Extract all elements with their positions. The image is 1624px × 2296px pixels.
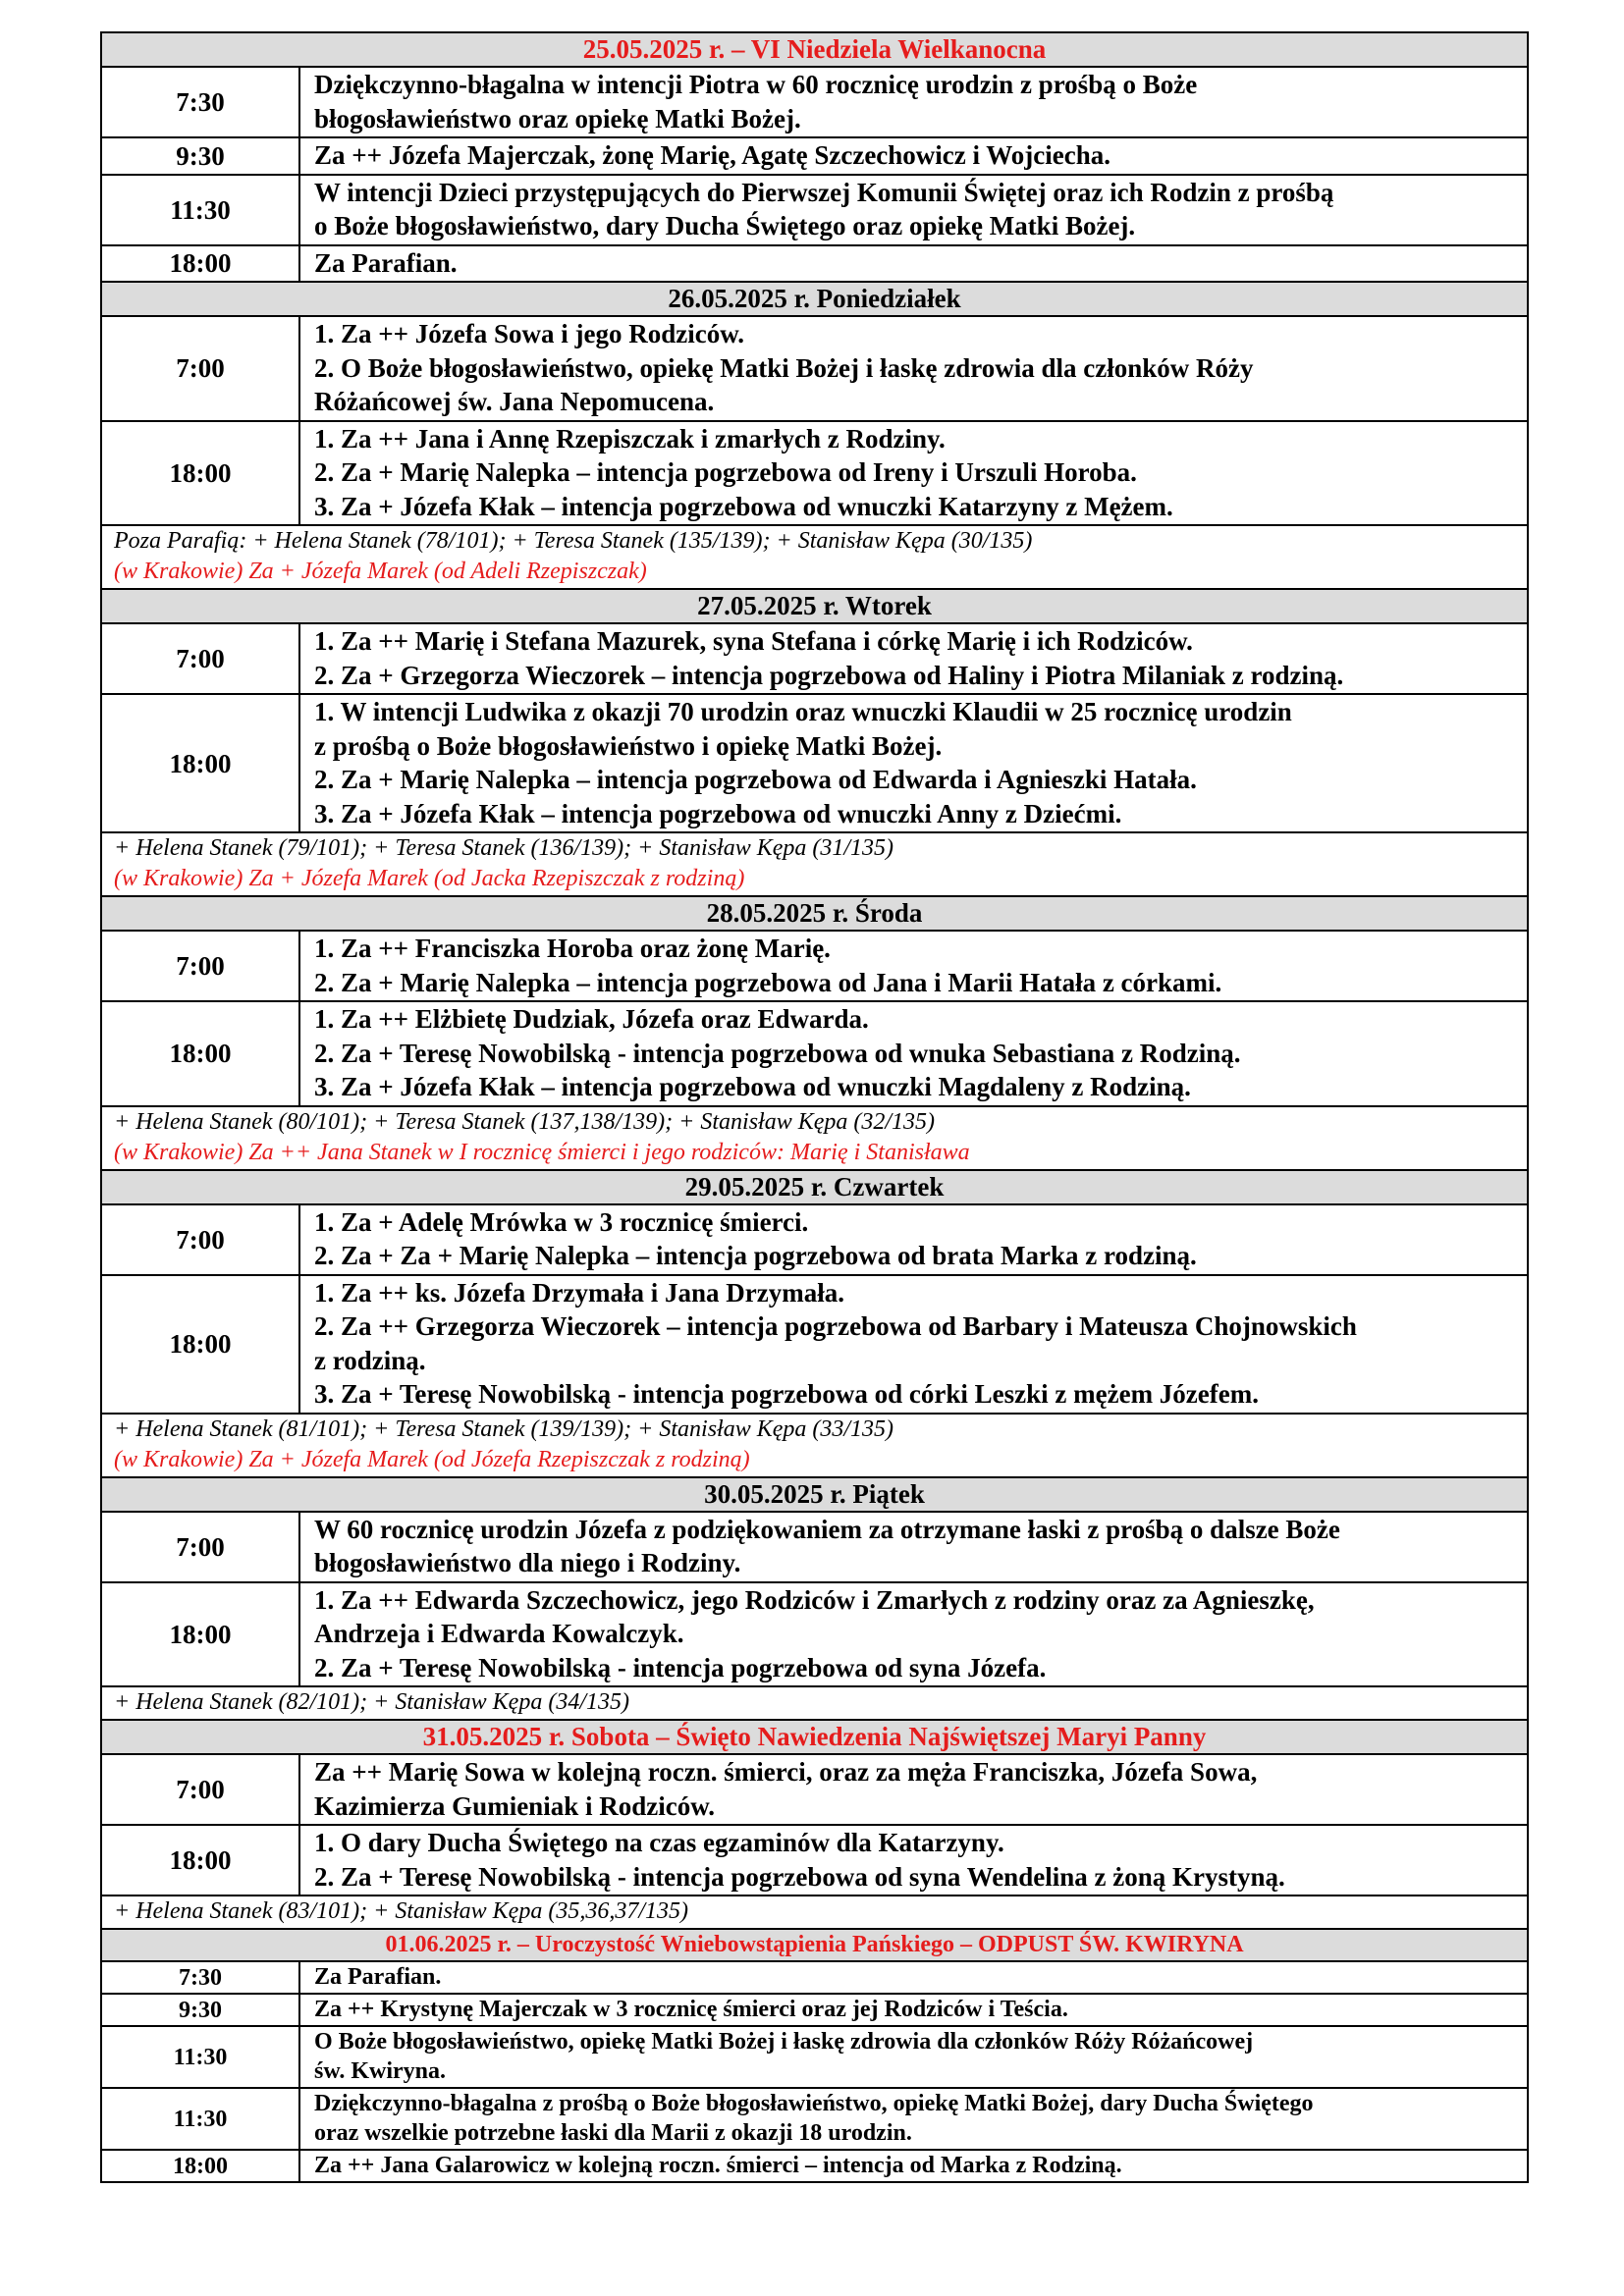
mass-time: 18:00: [101, 1001, 299, 1106]
intention-line: 2. Za + Marię Nalepka – intencja pogrzebowa od Ireny i Urszuli Horoba.: [314, 457, 1137, 487]
mass-time: 18:00: [101, 1275, 299, 1414]
notes-cell: [101, 1106, 1528, 1170]
notes-row: [101, 1106, 1528, 1170]
intention-line: 1. Za ++ Franciszka Horoba oraz żonę Marię.: [314, 934, 831, 963]
mass-time: 7:00: [101, 1754, 299, 1825]
mass-intention: [299, 1512, 1528, 1582]
day-heading: 01.06.2025 r. – Uroczystość Wniebowstąpienia Pańskiego – ODPUST ŚW. KWIRYNA: [101, 1929, 1528, 1961]
notes-cell: [101, 832, 1528, 896]
mass-row: [101, 245, 1528, 283]
intention-line: 3. Za + Józefa Kłak – intencja pogrzebowa od wnuczki Katarzyny z Mężem.: [314, 491, 1173, 521]
mass-intention: [299, 67, 1528, 137]
mass-intention: [299, 1994, 1528, 2026]
mass-row: [101, 1275, 1528, 1414]
mass-intention: [299, 931, 1528, 1001]
intention-line: Za Parafian.: [314, 1964, 442, 1990]
mass-row: [101, 1582, 1528, 1687]
intention-line: 1. Za ++ Józefa Sowa i jego Rodziców.: [314, 319, 744, 348]
day-heading-row: [101, 1929, 1528, 1961]
mass-row: [101, 694, 1528, 832]
mass-time: 11:30: [101, 2088, 299, 2150]
intention-line: 2. Za + Grzegorza Wieczorek – intencja pogrzebowa od Haliny i Piotra Milaniak z rodziną.: [314, 660, 1344, 690]
outside-parish-note: + Helena Stanek (79/101); + Teresa Stanek (136/139); + Stanisław Kępa (31/135): [114, 835, 894, 861]
intention-line: oraz wszelkie potrzebne łaski dla Marii z okazji 18 urodzin.: [314, 2120, 912, 2146]
mass-time: 7:00: [101, 1204, 299, 1275]
day-heading: 27.05.2025 r. Wtorek: [101, 589, 1528, 623]
mass-intention: [299, 1001, 1528, 1106]
mass-intention: [299, 245, 1528, 283]
outside-parish-note: + Helena Stanek (82/101); + Stanisław Kępa (34/135): [114, 1689, 629, 1715]
krakow-note: (w Krakowie) Za + Józefa Marek (od Adeli Rzepiszczak): [114, 559, 647, 584]
mass-row: [101, 2088, 1528, 2150]
day-heading-row: [101, 282, 1528, 316]
mass-row: [101, 137, 1528, 175]
day-heading-row: [101, 896, 1528, 931]
mass-intention: [299, 694, 1528, 832]
notes-cell: [101, 1896, 1528, 1929]
mass-row: [101, 421, 1528, 526]
intention-line: Andrzeja i Edwarda Kowalczyk.: [314, 1619, 684, 1648]
krakow-note: (w Krakowie) Za + Józefa Marek (od Józefa Rzepiszczak z rodziną): [114, 1446, 750, 1472]
mass-time: 18:00: [101, 694, 299, 832]
intention-line: błogosławieństwo dla niego i Rodziny.: [314, 1548, 741, 1577]
mass-intention: [299, 316, 1528, 421]
mass-time: 11:30: [101, 175, 299, 245]
day-heading-row: [101, 1720, 1528, 1754]
mass-time: 7:30: [101, 1961, 299, 1994]
mass-time: 7:30: [101, 67, 299, 137]
notes-cell: [101, 525, 1528, 589]
mass-row: [101, 1001, 1528, 1106]
intention-line: Za ++ Marię Sowa w kolejną roczn. śmierci, oraz za męża Franciszka, Józefa Sowa,: [314, 1757, 1258, 1787]
mass-intentions-table: [100, 31, 1529, 2183]
day-heading: 31.05.2025 r. Sobota – Święto Nawiedzenia Najświętszej Maryi Panny: [101, 1720, 1528, 1754]
mass-intention: [299, 2088, 1528, 2150]
mass-intention: [299, 2026, 1528, 2088]
krakow-note: (w Krakowie) Za ++ Jana Stanek w I rocznicę śmierci i jego rodziców: Marię i Stanisława: [114, 1139, 970, 1165]
day-heading-row: [101, 589, 1528, 623]
intention-line: 2. Za ++ Grzegorza Wieczorek – intencja pogrzebowa od Barbary i Mateusza Chojnowskich: [314, 1311, 1357, 1341]
notes-row: [101, 525, 1528, 589]
mass-row: [101, 931, 1528, 1001]
mass-row: [101, 1825, 1528, 1896]
day-heading: 25.05.2025 r. – VI Niedziela Wielkanocna: [101, 32, 1528, 67]
intention-line: 1. O dary Ducha Świętego na czas egzaminów dla Katarzyny.: [314, 1828, 1004, 1857]
outside-parish-note: + Helena Stanek (83/101); + Stanisław Kępa (35,36,37/135): [114, 1898, 688, 1924]
mass-intention: [299, 1275, 1528, 1414]
mass-row: [101, 175, 1528, 245]
mass-time: 18:00: [101, 245, 299, 283]
day-heading: 26.05.2025 r. Poniedziałek: [101, 282, 1528, 316]
notes-cell: [101, 1414, 1528, 1477]
mass-time: 7:00: [101, 623, 299, 694]
day-heading-row: [101, 1477, 1528, 1512]
mass-time: 7:00: [101, 316, 299, 421]
intention-line: 1. Za ++ Jana i Annę Rzepiszczak i zmarłych z Rodziny.: [314, 423, 946, 454]
intention-line: z rodziną.: [314, 1345, 426, 1375]
mass-intention: [299, 623, 1528, 694]
krakow-note: (w Krakowie) Za + Józefa Marek (od Jacka Rzepiszczak z rodziną): [114, 866, 745, 891]
mass-row: [101, 316, 1528, 421]
mass-row: [101, 1994, 1528, 2026]
intention-line: 3. Za + Teresę Nowobilską - intencja pogrzebowa od córki Leszki z mężem Józefem.: [314, 1379, 1259, 1409]
intention-line: W 60 rocznicę urodzin Józefa z podziękowaniem za otrzymane łaski z prośbą o dalsze Boże: [314, 1514, 1340, 1544]
mass-row: [101, 2150, 1528, 2182]
day-heading-row: [101, 1170, 1528, 1204]
mass-time: 9:30: [101, 1994, 299, 2026]
intention-line: 1. Za ++ ks. Józefa Drzymała i Jana Drzymała.: [314, 1277, 844, 1308]
intention-line: 2. Za + Marię Nalepka – intencja pogrzebowa od Edwarda i Agnieszki Hatała.: [314, 765, 1197, 794]
intention-line: Różańcowej św. Jana Nepomucena.: [314, 387, 715, 416]
mass-row: [101, 1961, 1528, 1994]
mass-intention: [299, 175, 1528, 245]
intention-line: z prośbą o Boże błogosławieństwo i opiekę Matki Bożej.: [314, 730, 943, 761]
intention-line: Za Parafian.: [314, 247, 458, 278]
mass-intention: [299, 421, 1528, 526]
mass-time: 18:00: [101, 1825, 299, 1896]
notes-row: [101, 1414, 1528, 1477]
intention-line: 2. Za + Teresę Nowobilską - intencja pogrzebowa od wnuka Sebastiana z Rodziną.: [314, 1038, 1241, 1068]
mass-time: 7:00: [101, 1512, 299, 1582]
intention-line: 3. Za + Józefa Kłak – intencja pogrzebowa od wnuczki Anny z Dziećmi.: [314, 798, 1122, 828]
intention-line: Dziękczynno-błagalna w intencji Piotra w 60 rocznicę urodzin z prośbą o Boże: [314, 70, 1198, 99]
day-heading: 30.05.2025 r. Piątek: [101, 1477, 1528, 1512]
intention-line: 2. Za + Za + Marię Nalepka – intencja pogrzebowa od brata Marka z rodziną.: [314, 1241, 1197, 1270]
mass-time: 18:00: [101, 2150, 299, 2182]
intention-line: 3. Za + Józefa Kłak – intencja pogrzebowa od wnuczki Magdaleny z Rodziną.: [314, 1072, 1191, 1101]
mass-intention: [299, 1582, 1528, 1687]
intention-line: 2. Za + Teresę Nowobilską - intencja pogrzebowa od syna Józefa.: [314, 1652, 1047, 1682]
intention-line: 2. Za + Marię Nalepka – intencja pogrzebowa od Jana i Marii Hatała z córkami.: [314, 967, 1222, 997]
mass-row: [101, 1204, 1528, 1275]
intention-line: Za ++ Krystynę Majerczak w 3 rocznicę śmierci oraz jej Rodziców i Teścia.: [314, 1997, 1068, 2022]
notes-cell: [101, 1686, 1528, 1720]
mass-time: 11:30: [101, 2026, 299, 2088]
intention-line: 1. Za ++ Edwarda Szczechowicz, jego Rodziców i Zmarłych z rodziny oraz za Agnieszkę,: [314, 1584, 1315, 1615]
intention-line: św. Kwiryna.: [314, 2058, 447, 2084]
day-heading: 29.05.2025 r. Czwartek: [101, 1170, 1528, 1204]
mass-intention: [299, 1754, 1528, 1825]
mass-time: 18:00: [101, 421, 299, 526]
outside-parish-note: + Helena Stanek (80/101); + Teresa Stanek (137,138/139); + Stanisław Kępa (32/135): [114, 1108, 936, 1135]
mass-row: [101, 2026, 1528, 2088]
mass-intention: [299, 1825, 1528, 1896]
intention-line: błogosławieństwo oraz opiekę Matki Bożej.: [314, 103, 801, 133]
outside-parish-note: Poza Parafią: + Helena Stanek (78/101); + Teresa Stanek (135/139); + Stanisław Kępa (30/135): [114, 528, 1033, 554]
mass-intention: [299, 137, 1528, 175]
intention-line: O Boże błogosławieństwo, opiekę Matki Bożej i łaskę zdrowia dla członków Róży Różańcowej: [314, 2029, 1254, 2055]
notes-row: [101, 832, 1528, 896]
intention-line: 1. Za ++ Marię i Stefana Mazurek, syna Stefana i córkę Marię i ich Rodziców.: [314, 626, 1193, 656]
intention-line: Dziękczynno-błagalna z prośbą o Boże błogosławieństwo, opiekę Matki Bożej, dary Ducha Świętego: [314, 2091, 1314, 2116]
mass-row: [101, 1754, 1528, 1825]
intention-line: Za ++ Józefa Majerczak, żonę Marię, Agatę Szczechowicz i Wojciecha.: [314, 140, 1111, 170]
mass-intention: [299, 2150, 1528, 2182]
intention-line: 2. O Boże błogosławieństwo, opiekę Matki Bożej i łaskę zdrowia dla członków Róży: [314, 352, 1254, 383]
mass-time: 9:30: [101, 137, 299, 175]
intention-line: W intencji Dzieci przystępujących do Pierwszej Komunii Świętej oraz ich Rodzin z prośbą: [314, 177, 1334, 207]
intention-line: 1. Za ++ Elżbietę Dudziak, Józefa oraz Edwarda.: [314, 1004, 869, 1034]
mass-time: 18:00: [101, 1582, 299, 1687]
intention-line: Kazimierza Gumieniak i Rodziców.: [314, 1790, 715, 1821]
day-heading-row: [101, 32, 1528, 67]
intention-line: 1. W intencji Ludwika z okazji 70 urodzin oraz wnuczki Klaudii w 25 rocznicę urodzin: [314, 697, 1292, 726]
intention-line: 2. Za + Teresę Nowobilską - intencja pogrzebowa od syna Wendelina z żoną Krystyną.: [314, 1861, 1285, 1892]
day-heading: 28.05.2025 r. Środa: [101, 896, 1528, 931]
mass-intention: [299, 1204, 1528, 1275]
mass-row: [101, 623, 1528, 694]
mass-time: 7:00: [101, 931, 299, 1001]
intention-line: Za ++ Jana Galarowicz w kolejną roczn. śmierci – intencja od Marka z Rodziną.: [314, 2153, 1122, 2178]
intention-line: o Boże błogosławieństwo, dary Ducha Świętego oraz opiekę Matki Bożej.: [314, 211, 1136, 240]
mass-row: [101, 67, 1528, 137]
intention-line: 1. Za + Adelę Mrówka w 3 rocznicę śmierci.: [314, 1206, 809, 1237]
mass-intention: [299, 1961, 1528, 1994]
outside-parish-note: + Helena Stanek (81/101); + Teresa Stanek (139/139); + Stanisław Kępa (33/135): [114, 1415, 894, 1442]
notes-row: [101, 1896, 1528, 1929]
notes-row: [101, 1686, 1528, 1720]
mass-row: [101, 1512, 1528, 1582]
